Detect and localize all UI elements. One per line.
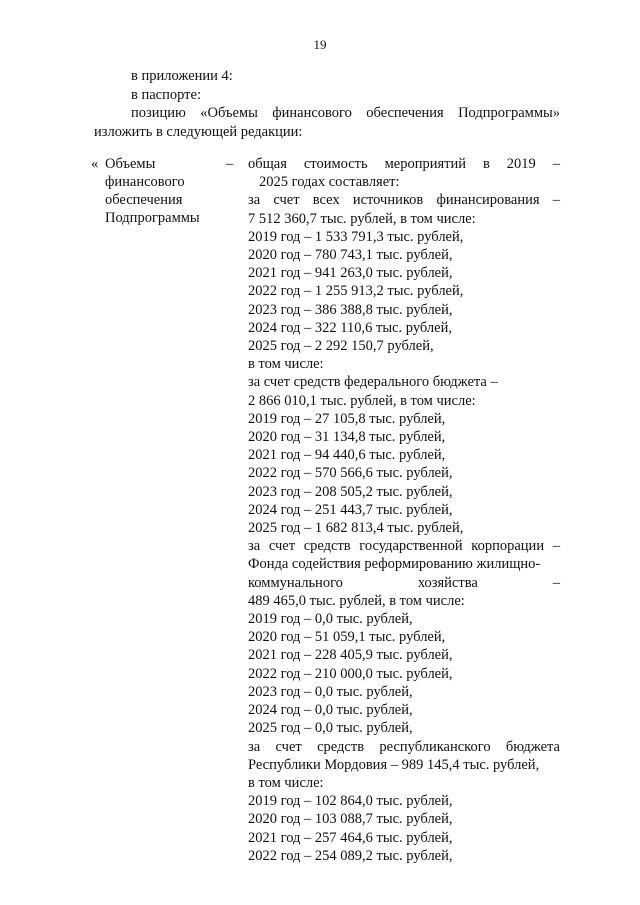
- detail-line: 2022 год – 254 089,2 тыс. рублей,: [248, 847, 453, 864]
- detail-line: 2021 год – 941 263,0 тыс. рублей,: [248, 265, 453, 282]
- detail-line: за счет средств государственной корпорации –: [248, 538, 560, 555]
- detail-line: 2 866 010,1 тыс. рублей, в том числе:: [248, 392, 476, 409]
- position-label: [105, 155, 205, 227]
- detail-line: за счет всех источников финансирования –: [248, 192, 560, 209]
- detail-line: 7 512 360,7 тыс. рублей, в том числе:: [248, 210, 476, 227]
- detail-line: 2024 год – 322 110,6 тыс. рублей,: [248, 319, 452, 336]
- detail-line: 2019 год – 102 864,0 тыс. рублей,: [248, 793, 453, 810]
- intro-line: в паспорте:: [131, 86, 201, 103]
- detail-line: Республики Мордовия – 989 145,4 тыс. рублей,: [248, 756, 540, 773]
- detail-line: 2019 год – 1 533 791,3 тыс. рублей,: [248, 228, 464, 245]
- detail-line: 2025 годах составляет:: [259, 174, 400, 191]
- detail-line: 2019 год – 27 105,8 тыс. рублей,: [248, 410, 446, 427]
- detail-line: в том числе:: [248, 774, 324, 791]
- detail-line: за счет средств федерального бюджета –: [248, 374, 498, 391]
- funding-details: [248, 155, 560, 865]
- label-line: Объемы: [105, 156, 156, 172]
- detail-line: 2019 год – 0,0 тыс. рублей,: [248, 611, 413, 628]
- detail-line: 2021 год – 228 405,9 тыс. рублей,: [248, 647, 453, 664]
- detail-line: коммунального хозяйства –: [248, 574, 560, 591]
- detail-line: 2020 год – 103 088,7 тыс. рублей,: [248, 811, 453, 828]
- detail-line: 2021 год – 257 464,6 тыс. рублей,: [248, 829, 453, 846]
- detail-line: 2022 год – 1 255 913,2 тыс. рублей,: [248, 283, 464, 300]
- detail-line: 2020 год – 51 059,1 тыс. рублей,: [248, 629, 446, 646]
- separator-dash: –: [226, 156, 234, 172]
- detail-line: Фонда содействия реформированию жилищно-: [248, 556, 541, 573]
- detail-line: 2025 год – 1 682 813,4 тыс. рублей,: [248, 520, 464, 537]
- detail-line: 2024 год – 251 443,7 тыс. рублей,: [248, 501, 453, 518]
- intro-line: изложить в следующей редакции:: [94, 123, 303, 140]
- detail-line: 2023 год – 0,0 тыс. рублей,: [248, 683, 413, 700]
- detail-line: общая стоимость мероприятий в 2019 –: [248, 156, 560, 172]
- detail-line: в том числе:: [248, 356, 324, 373]
- detail-line: 2025 год – 0,0 тыс. рублей,: [248, 720, 413, 737]
- opening-quote: «: [91, 156, 99, 172]
- page-number: 19: [313, 37, 327, 52]
- detail-line: 2023 год – 208 505,2 тыс. рублей,: [248, 483, 453, 500]
- detail-line: 2025 год – 2 292 150,7 рублей,: [248, 338, 434, 355]
- intro-line: позицию «Объемы финансового обеспечения Подпрограммы»: [131, 105, 560, 121]
- detail-line: 2020 год – 31 134,8 тыс. рублей,: [248, 429, 446, 446]
- intro-paragraph: [94, 67, 560, 141]
- detail-line: 2020 год – 780 743,1 тыс. рублей,: [248, 247, 453, 264]
- detail-line: 2021 год – 94 440,6 тыс. рублей,: [248, 447, 446, 464]
- detail-line: 2022 год – 210 000,0 тыс. рублей,: [248, 665, 453, 682]
- detail-line: за счет средств республиканского бюджета: [248, 738, 560, 755]
- detail-line: 2022 год – 570 566,6 тыс. рублей,: [248, 465, 453, 482]
- label-line: обеспечения: [105, 192, 183, 208]
- detail-line: 489 465,0 тыс. рублей, в том числе:: [248, 592, 465, 609]
- detail-line: 2024 год – 0,0 тыс. рублей,: [248, 702, 413, 719]
- label-line: Подпрограммы: [105, 210, 200, 226]
- intro-line: в приложении 4:: [131, 68, 233, 84]
- detail-line: 2023 год – 386 388,8 тыс. рублей,: [248, 301, 453, 318]
- label-line: финансового: [105, 174, 185, 190]
